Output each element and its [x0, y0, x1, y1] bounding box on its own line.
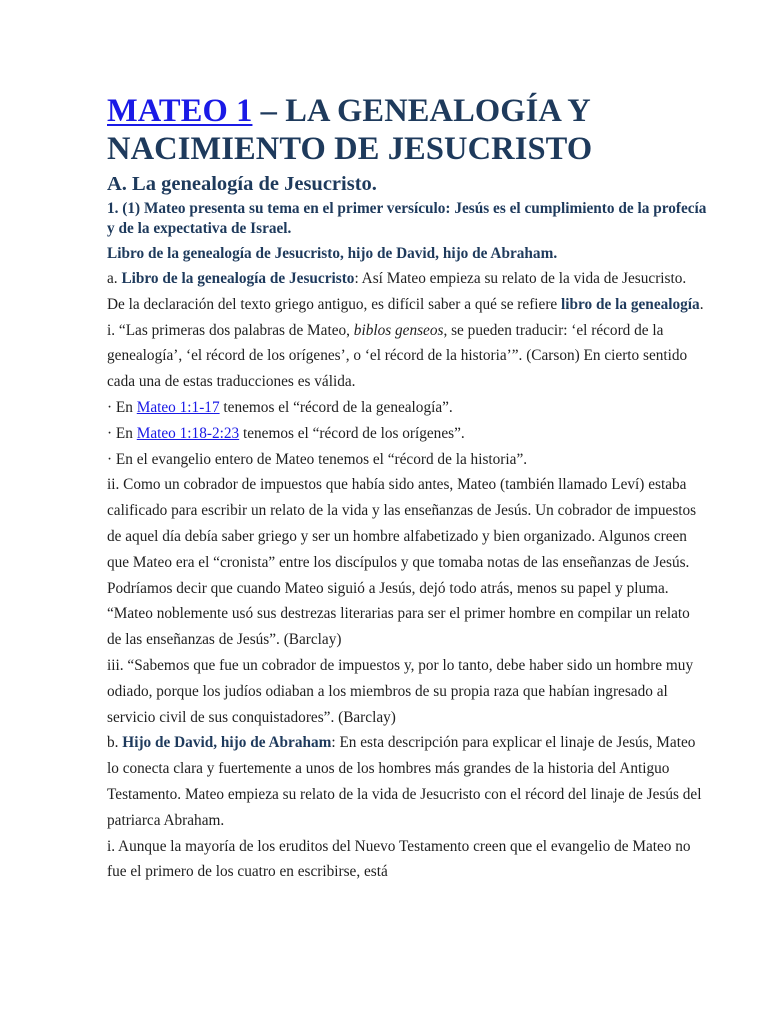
chapter-link[interactable]: MATEO 1 [107, 93, 253, 129]
page-title [107, 92, 707, 168]
subheading: 1. (1) Mateo presenta su tema en el primer versículo: Jesús es el cumplimiento de la profecía y de la expectativa de Israel. [107, 200, 707, 237]
paragraph-a-iii: iii. “Sabemos que fue un cobrador de impuestos y, por lo tanto, debe haber sido un hombre muy odiado, porque los judíos odiaban a los miembros de su propia raza que habían ingresado al servicio civil de sus conquistadores”. (Barclay) [107, 656, 694, 726]
paragraph-a [107, 266, 707, 318]
paragraph-prefix: b. [107, 734, 123, 752]
bullet-prefix: · En [107, 424, 137, 442]
paragraph-a-i [107, 318, 707, 395]
bullet-text: tenemos el “récord de la genealogía”. [219, 398, 453, 416]
paragraph-b-i: i. Aunque la mayoría de los eruditos del Nuevo Testamento creen que el evangelio de Mateo no fue el primero de los cuatro en escribirse, está [107, 837, 691, 881]
keyword-phrase: libro de la genealogía [561, 295, 700, 313]
section-heading: A. La genealogía de Jesucristo. [107, 173, 377, 195]
greek-term: biblos genseos [353, 321, 444, 339]
keyword-phrase: Hijo de David, hijo de Abraham [122, 734, 332, 752]
title-text: – LA GENEALOGÍA Y NACIMIENTO DE JESUCRISTO [107, 93, 593, 167]
bullet-text: tenemos el “récord de los orígenes”. [239, 424, 465, 442]
bullet-item [107, 395, 707, 421]
paragraph-text: : Así Mateo empieza su relato de la vida de Jesucristo. De la declaración del texto griego antiguo, es difícil saber a qué se refiere [107, 270, 687, 313]
bullet-item: · En el evangelio entero de Mateo tenemos el “récord de la historia”. [107, 450, 528, 468]
bullet-item [107, 421, 707, 447]
paragraph-prefix: a. [107, 270, 122, 287]
paragraph-text: , se pueden traducir: ‘el récord de la genealogía’, ‘el récord de los orígenes’, o ‘el récord de la historia’”. (Carson) En cierto sentido cada una de estas traducciones es válida. [107, 321, 688, 391]
paragraph-a-ii: ii. Como un cobrador de impuestos que había sido antes, Mateo (también llamado Leví) estaba calificado para escribir un relato de la vida y las enseñanzas de Jesús. Un cobrador de impuestos de aquel día debía saber griego y ser un hombre alfabetizado y bien organizado. Algunos creen que Mateo era el “cronista” entre los discípulos y que tomaba notas de las enseñanzas de Jesús. Podríamos decir que cuando Mateo siguió a Jesús, dejó todo atrás, menos su papel y pluma. “Mateo noblemente usó sus destrezas literarias para ser el primer hombre en compilar un relato de las enseñanzas de Jesús”. (Barclay) [107, 476, 697, 649]
bullet-prefix: · En [107, 398, 137, 416]
verse-text: Libro de la genealogía de Jesucristo, hijo de David, hijo de Abraham. [107, 245, 558, 262]
paragraph-b [107, 730, 707, 833]
scripture-link[interactable]: Mateo 1:1-17 [136, 398, 220, 416]
paragraph-text: i. “Las primeras dos palabras de Mateo, [107, 321, 354, 339]
paragraph-text: . [699, 295, 704, 313]
paragraph-text: : En esta descripción para explicar el linaje de Jesús, Mateo lo conecta clara y fuertemente a unos de los hombres más grandes de la historia del Antiguo Testamento. Mateo empieza su relato de la vida de Jesucristo con el récord del linaje de Jesús del patriarca Abraham. [107, 734, 702, 829]
scripture-link[interactable]: Mateo 1:18-2:23 [136, 424, 240, 442]
keyword-phrase: Libro de la genealogía de Jesucristo [121, 270, 355, 287]
commentary-body [107, 266, 707, 885]
document-page [107, 92, 707, 885]
